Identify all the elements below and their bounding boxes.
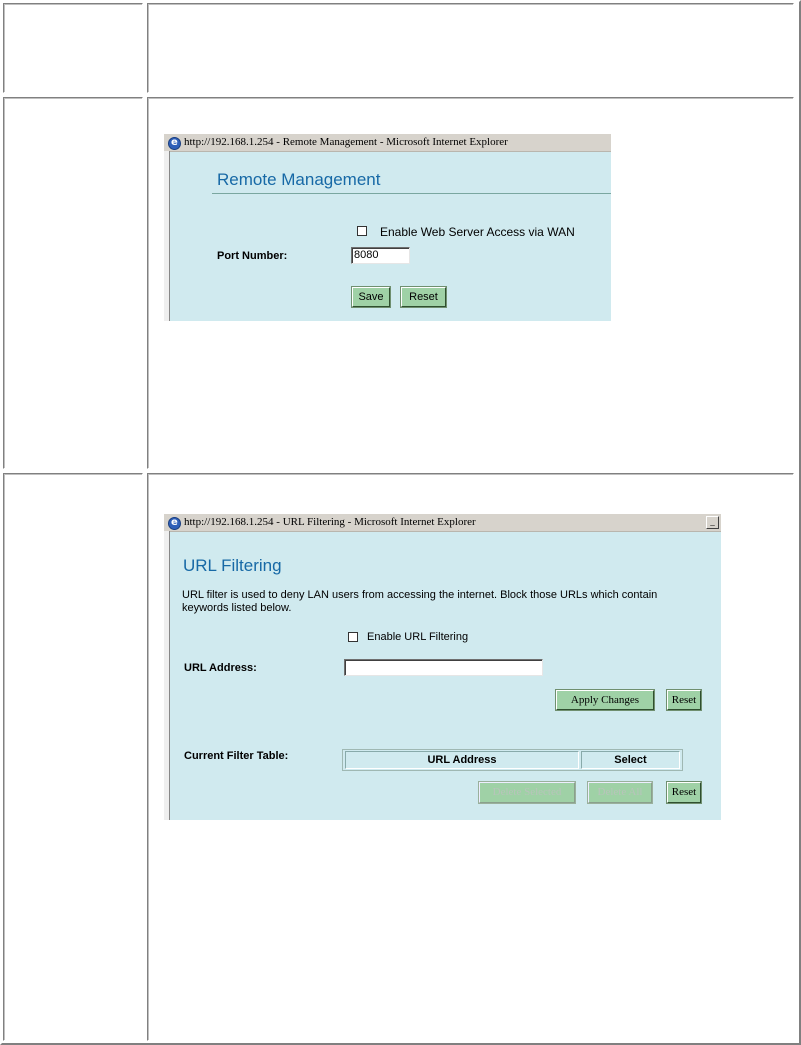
window-titlebar (164, 514, 721, 532)
row2-content-cell (147, 97, 794, 469)
remote-management-window (164, 134, 611, 321)
column-header-url-address: URL Address (345, 751, 579, 769)
window-title: http://192.168.1.254 - Remote Management - Microsoft Internet Explorer (184, 136, 508, 148)
delete-selected-button[interactable]: Delete Selected (479, 782, 575, 803)
port-number-input[interactable] (351, 247, 410, 264)
window-titlebar (164, 134, 611, 152)
minimize-icon[interactable]: _ (706, 516, 719, 529)
url-address-input[interactable] (344, 659, 543, 676)
description-line-1: URL filter is used to deny LAN users from accessing the internet. Block those URLs which contain (182, 589, 658, 601)
port-number-label: Port Number: (217, 250, 288, 262)
row1-content-cell (147, 3, 794, 93)
enable-url-filtering-checkbox[interactable] (348, 632, 358, 642)
apply-changes-button[interactable]: Apply Changes (556, 690, 654, 710)
description-line-2: keywords listed below. (182, 602, 292, 614)
internet-explorer-icon (168, 517, 181, 530)
delete-all-button[interactable]: Delete All (588, 782, 652, 803)
internet-explorer-icon (168, 137, 181, 150)
row3-label-cell (3, 473, 143, 1041)
reset-table-button[interactable]: Reset (667, 782, 701, 803)
current-filter-table-label: Current Filter Table: (184, 750, 289, 762)
window-left-frame (164, 151, 170, 321)
url-filtering-window (164, 514, 721, 820)
page-heading: URL Filtering (183, 556, 282, 575)
row1-label-cell (3, 3, 143, 93)
row2-label-cell (3, 97, 143, 469)
enable-url-filtering-label: Enable URL Filtering (367, 631, 469, 643)
row3-content-cell (147, 473, 794, 1041)
url-address-label: URL Address: (184, 662, 257, 674)
reset-button[interactable]: Reset (667, 690, 701, 710)
save-button[interactable]: Save (352, 287, 390, 307)
window-left-frame (164, 531, 170, 820)
reset-button[interactable]: Reset (401, 287, 446, 307)
enable-wan-access-label: Enable Web Server Access via WAN (380, 225, 575, 239)
filter-table (342, 749, 683, 771)
page-heading: Remote Management (217, 170, 381, 189)
heading-divider (212, 193, 611, 194)
column-header-select: Select (581, 751, 680, 769)
enable-wan-access-checkbox[interactable] (357, 226, 367, 236)
window-title: http://192.168.1.254 - URL Filtering - Microsoft Internet Explorer (184, 516, 476, 528)
